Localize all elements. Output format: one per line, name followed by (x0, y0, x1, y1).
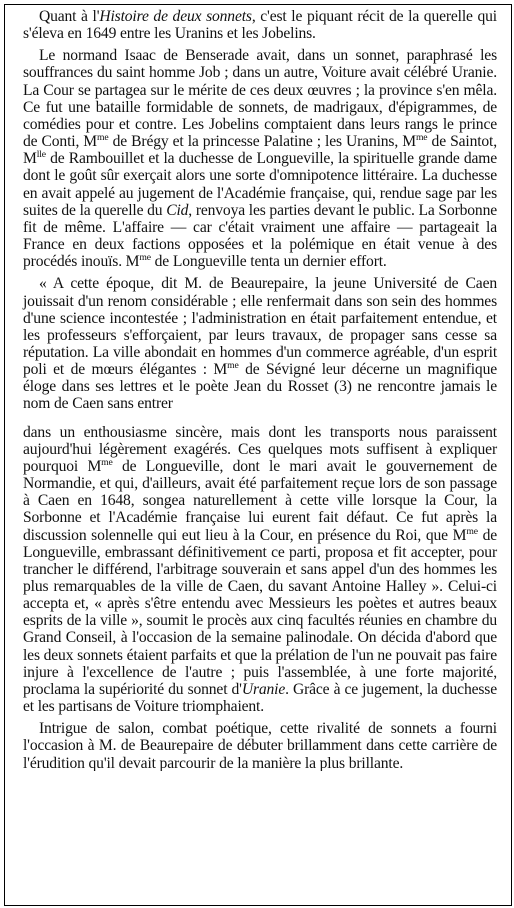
text-run: , renvoya les parties devant le public. La Sorbonne fit de même. L'affaire — car c'était vraiment une affaire — partageait la France en deux factions opposées et la polémique en était venue à des procédés inouïs. M (23, 201, 497, 271)
superscript-abbrev: me (415, 131, 428, 143)
paragraph-universite-caen (23, 275, 497, 412)
text-run: de Longueville, embrassant définitivement ce parti, proposa et fit accepter, pour trancher le différend, l'arbitrage souverain et sans appel d'un des hommes les plus remarquables de la ville de Caen, du savant Antoine Halley ». Celui-ci accepta et, « après s'être entendu avec Messieurs les poètes et autres beaux esprits de la ville », soumit le procès aux cinq facultés réunies en chambre du Grand Conseil, à l'occasion de la semaine palinodale. On décida d'abord que les deux sonnets étaient parfaits et que la prélation de l'un ne pouvait pas faire injure à l'excellence de l'autre ; puis l'assemblée, à une forte majorité, proclama la supériorité du sonnet d' (23, 526, 498, 698)
italic-title: Cid (166, 201, 189, 219)
text-run: de Brégy et la princesse Palatine ; les Uranins, M (108, 133, 416, 151)
text-run: Intrigue de salon, combat poétique, cette rivalité de sonnets a fourni l'occasion à M. de Beaurepaire de débuter brillamment dans cette carrière de l'érudition qu'il devait parcourir de la manière la plus brillante. (23, 720, 497, 772)
text-run: Le normand Isaac de Benserade avait, dans un sonnet, paraphrasé les souffrances du saint homme Job ; dans un autre, Voiture avait célébré Uranie. La Cour se partagea sur le mérite de ces deux œuvres ; la province s'en mêla. Ce fut une bataille formidable de sonnets, de madrigaux, d'épigrammes, de comédies pour et contre. Les Jobelins comptaient dans leurs rangs le prince de Conti, M (23, 47, 497, 151)
article-body (23, 8, 497, 771)
text-run: de Saintot, M (23, 133, 497, 168)
text-run: dans un enthousiasme sincère, mais dont les transports nous paraissent aujourd'hui légèrement exagérés. Ces quelques mots suffisent à expliquer pourquoi M (23, 423, 497, 475)
superscript-abbrev: me (97, 131, 109, 143)
superscript-abbrev: me (101, 456, 113, 468)
italic-title: Uranie (241, 680, 286, 698)
text-run: de Sévigné leur décerne un magnifique éloge dans ses lettres et le poète Jean du Rosset (3) ne rencontre jamais le nom de Caen sans entrer (23, 361, 497, 413)
superscript-abbrev: me (466, 525, 478, 537)
superscript-abbrev: me (139, 252, 151, 263)
text-run: . Grâce à ce jugement, la duchesse et les partisans de Voiture triomphaient. (23, 680, 497, 716)
italic-title: Histoire de deux sonnets (99, 8, 252, 25)
text-run: Quant à l' (39, 8, 100, 25)
superscript-abbrev: lle (36, 149, 46, 161)
superscript-abbrev: me (227, 359, 239, 371)
text-run: « A cette époque, dit M. de Beaurepaire, la jeune Université de Caen jouissait d'un renom considérable ; elle renfermait dans son sein des hommes d'une science incontestée ; l'administration en était parfaitement entendue, et les professeurs s'efforçaient, par leurs travaux, de propager sans cesse sa réputation. La ville abondait en hommes d'un commerce agréable, d'un esprit poli et de mœurs élégantes : M (23, 275, 497, 379)
text-run: de Rambouillet et la duchesse de Longueville, la spirituelle grande dame dont le goût sûr exerçait alors une sorte d'omnipotence littéraire. La duchesse en avait appelé au jugement de l'Académie française, qui, rendue sage par les suites de la querelle du (23, 150, 497, 219)
text-run: de Longueville tenta un dernier effort. (150, 253, 387, 271)
text-run: , c'est le piquant récit de la querelle qui s'éleva en 1649 entre les Uranins et les Jobelins. (23, 8, 497, 43)
text-run: de Longueville, dont le mari avait le gouvernement de Normandie, et qui, d'ailleurs, avait été parfaitement reçue lors de son passage à Caen en 1648, songea naturellement à cette ville lorsque la Cour, la Sorbonne et l'Académie française lui eurent fait défaut. Ce fut après la discussion solennelle qui eut lieu à la Cour, en présence du Roi, que M (23, 457, 497, 544)
document-page (4, 4, 512, 906)
paragraph-intrigue-salon (23, 720, 497, 771)
paragraph-jugement-halley (23, 424, 497, 716)
paragraph-querelle-uranins-jobelins (23, 47, 497, 270)
paragraph-histoire-deux-sonnets (23, 8, 497, 42)
